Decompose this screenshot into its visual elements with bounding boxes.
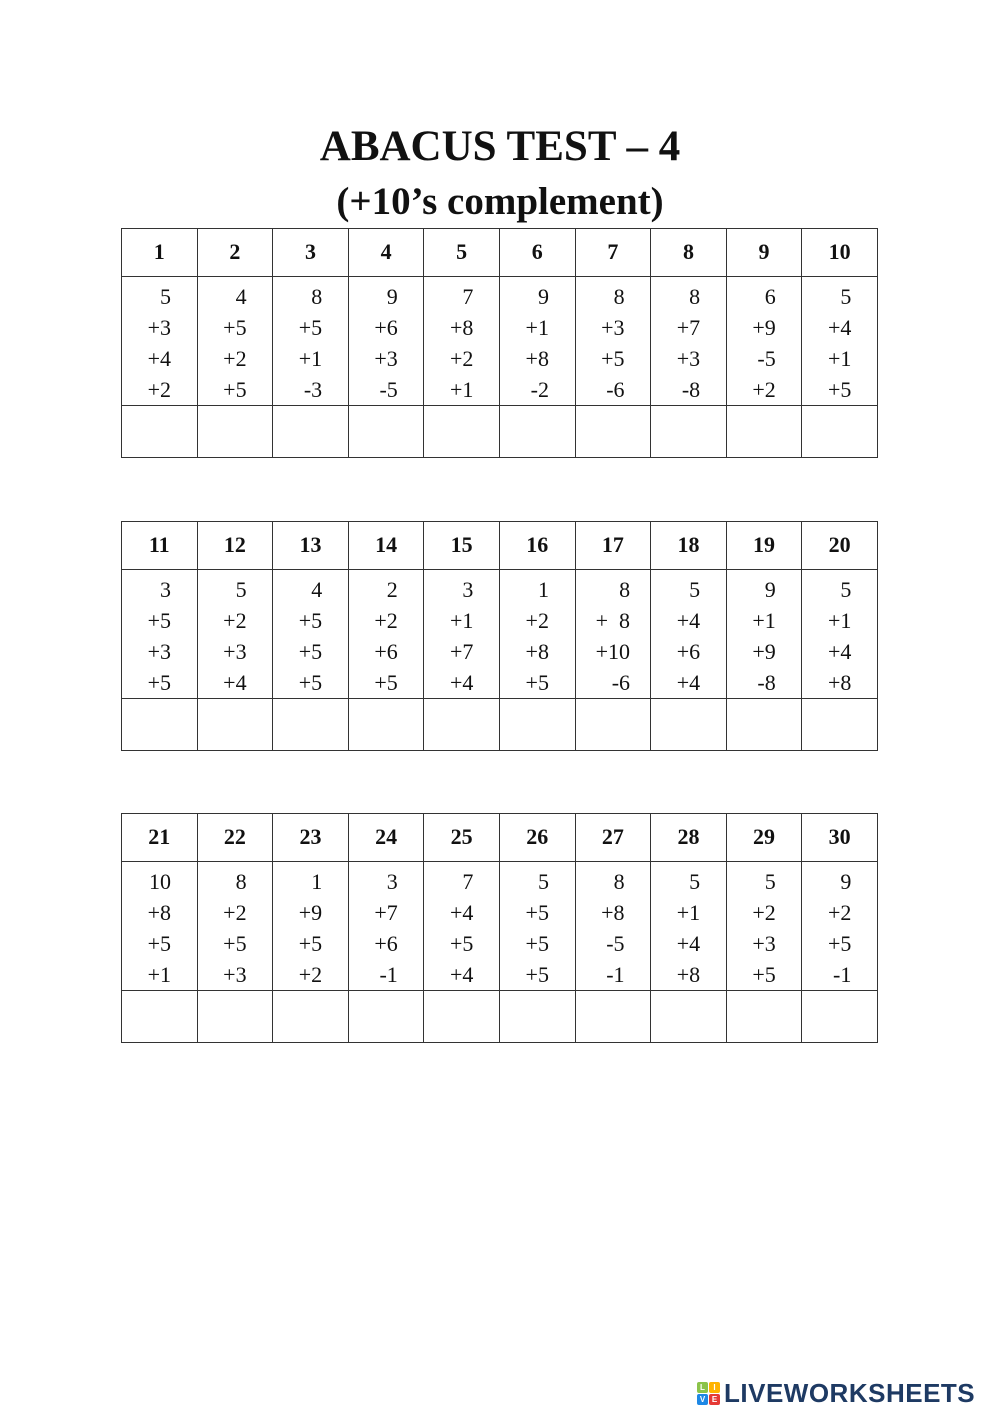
answer-input[interactable] [802,405,881,458]
problem-numbers [677,866,700,990]
problem-cell [499,277,575,406]
problem-line: +7 [449,639,474,664]
problem-line: 5 [840,284,852,309]
problem-line: 1 [311,869,323,894]
problem-line: +8 [827,670,852,695]
problem-line: 2 [386,577,398,602]
problem-line: 10 [149,869,171,894]
problem-numbers [752,574,775,698]
answer-cell[interactable] [575,406,651,458]
problem-table [121,813,878,1043]
problem-cell [348,277,424,406]
problem-cell [122,570,198,699]
answer-row [122,699,878,751]
problem-line: -6 [606,377,625,402]
problem-line: 4 [311,577,323,602]
answer-input[interactable] [122,990,201,1043]
problem-line: +2 [298,962,323,987]
answer-cell[interactable] [802,699,878,751]
problem-line: +2 [147,377,171,402]
answer-cell[interactable] [499,991,575,1043]
answer-cell[interactable] [348,991,424,1043]
answer-cell[interactable] [122,991,198,1043]
logo-tile: L [697,1382,708,1393]
problem-numbers [828,281,851,405]
answer-input[interactable] [273,990,352,1043]
problem-numbers [828,574,851,698]
problem-table [121,521,878,751]
problem-line: -1 [606,962,625,987]
problem-cell [122,862,198,991]
answer-cell[interactable] [575,699,651,751]
problem-numbers [828,866,851,990]
problem-row [122,862,878,991]
problem-line: +8 [147,900,171,925]
problem-line: 6 [764,284,776,309]
problem-line: + 8 [595,608,631,633]
problem-number: 9 [726,229,802,277]
problem-line: +1 [525,315,549,340]
problem-number: 20 [802,522,878,570]
problem-number-row [122,522,878,570]
problem-numbers [526,574,549,698]
problem-line: +5 [827,931,852,956]
problem-line: +8 [525,639,549,664]
problem-line: 5 [689,577,701,602]
logo-tile: V [697,1394,708,1405]
problem-line: +2 [752,377,776,402]
problem-line: +5 [374,670,398,695]
problem-number: 11 [122,522,198,570]
problem-number: 28 [651,814,727,862]
problem-line: +4 [147,346,171,371]
problem-line: +2 [223,346,247,371]
answer-cell[interactable] [122,699,198,751]
problem-cell [197,862,273,991]
problem-number: 29 [726,814,802,862]
answer-cell[interactable] [726,699,802,751]
answer-input[interactable] [273,698,352,751]
problem-line: -3 [303,377,323,402]
problem-line: +5 [147,931,171,956]
answer-input[interactable] [576,990,655,1043]
problem-line: +4 [449,962,474,987]
problem-number: 6 [499,229,575,277]
problem-line: 7 [462,284,474,309]
problem-line: +5 [298,608,323,633]
problem-row [122,570,878,699]
problem-numbers [374,574,397,698]
problem-number: 8 [651,229,727,277]
answer-cell[interactable] [424,991,500,1043]
problem-line: 3 [386,869,398,894]
liveworksheets-logo [697,1378,975,1409]
answer-cell[interactable] [273,406,349,458]
problem-number: 2 [197,229,273,277]
problem-line: +5 [223,315,247,340]
problem-line: +10 [595,639,631,664]
problem-line: 7 [462,869,474,894]
answer-input[interactable] [802,698,881,751]
problem-line: +1 [449,377,474,402]
problem-line: 5 [235,577,247,602]
problem-number: 10 [802,229,878,277]
problem-line: +8 [601,900,625,925]
problem-number: 7 [575,229,651,277]
problem-line: +5 [298,315,323,340]
page-subtitle: (+10’s complement) [336,180,664,223]
problem-line: 9 [537,284,549,309]
problem-line: +3 [601,315,625,340]
problem-numbers [299,866,322,990]
problem-line: +2 [223,900,247,925]
problem-line: +4 [676,931,701,956]
problem-line: +2 [827,900,852,925]
problem-line: 9 [840,869,852,894]
problem-line: +5 [298,639,323,664]
answer-input[interactable] [122,405,201,458]
answer-input[interactable] [424,405,503,458]
problem-cell [273,570,349,699]
problem-line: +1 [298,346,323,371]
answer-cell[interactable] [348,406,424,458]
problem-line: 3 [462,577,474,602]
problem-numbers [374,281,397,405]
problem-line: +1 [147,962,171,987]
problem-line: 8 [619,577,631,602]
problem-cell [424,862,500,991]
problem-number: 3 [273,229,349,277]
problem-cell [575,570,651,699]
problem-cell [802,570,878,699]
problem-number: 14 [348,522,424,570]
problem-numbers [596,574,630,698]
problem-line: +2 [525,608,549,633]
problem-line: 5 [764,869,776,894]
answer-input[interactable] [349,698,428,751]
answer-input[interactable] [727,405,806,458]
problem-numbers [526,281,549,405]
problem-line: +9 [298,900,323,925]
problem-line: +6 [374,931,398,956]
problem-line: +4 [449,670,474,695]
answer-cell[interactable] [499,406,575,458]
problem-line: 5 [840,577,852,602]
answer-input[interactable] [727,698,806,751]
problem-line: 8 [613,869,625,894]
problem-line: -6 [611,670,631,695]
problem-cell [348,570,424,699]
problem-number: 27 [575,814,651,862]
problem-number: 26 [499,814,575,862]
problem-line: +5 [525,900,549,925]
problem-line: 5 [160,284,171,309]
answer-cell[interactable] [575,991,651,1043]
answer-cell[interactable] [273,699,349,751]
problem-line: +5 [147,608,171,633]
problem-number: 13 [273,522,349,570]
problem-number: 24 [348,814,424,862]
problem-line: +4 [676,670,701,695]
problem-numbers [752,866,775,990]
problem-numbers [601,866,624,990]
problem-line: +1 [827,608,852,633]
problem-line: +8 [525,346,549,371]
problem-cell [802,277,878,406]
answer-input[interactable] [727,990,806,1043]
problem-line: +2 [374,608,398,633]
problem-number: 16 [499,522,575,570]
problem-line: 8 [235,869,247,894]
problem-line: +3 [374,346,398,371]
logo-tile: E [709,1394,720,1405]
logo-tile: I [709,1382,720,1393]
problem-line: +6 [374,315,398,340]
problem-line: +5 [298,670,323,695]
problem-cell [424,570,500,699]
problem-line: +1 [752,608,776,633]
page-title: ABACUS TEST – 4 [319,123,681,170]
problem-line: +3 [752,931,776,956]
answer-cell[interactable] [424,406,500,458]
problem-numbers [223,281,246,405]
problem-numbers [601,281,624,405]
problem-cell [348,862,424,991]
problem-line: 9 [764,577,776,602]
problem-cell [424,277,500,406]
answer-input[interactable] [651,990,730,1043]
problem-numbers [450,866,473,990]
problem-number: 4 [348,229,424,277]
problem-line: +5 [525,962,549,987]
problem-line: +5 [752,962,776,987]
problem-numbers [299,281,322,405]
problem-line: -1 [379,962,398,987]
answer-input[interactable] [576,405,655,458]
problem-numbers [677,281,700,405]
problem-numbers [223,574,246,698]
problem-number: 21 [122,814,198,862]
answer-cell[interactable] [348,699,424,751]
problem-line: -8 [681,377,701,402]
problem-cell [651,862,727,991]
problem-numbers [677,574,700,698]
problem-line: 1 [537,577,549,602]
answer-cell[interactable] [197,406,273,458]
problem-cell [575,277,651,406]
problem-cell [575,862,651,991]
problem-line: +5 [601,346,625,371]
problem-number: 30 [802,814,878,862]
problem-line: +3 [147,315,171,340]
problem-line: 8 [689,284,701,309]
problem-numbers [526,866,549,990]
problem-line: +3 [676,346,701,371]
answer-cell[interactable] [499,699,575,751]
problem-numbers [450,281,473,405]
problem-line: +9 [752,315,776,340]
problem-line: +4 [827,315,852,340]
problem-line: +1 [827,346,852,371]
answer-cell[interactable] [651,991,727,1043]
problem-numbers [752,281,775,405]
problem-line: +1 [449,608,474,633]
problem-number-row [122,814,878,862]
problem-line: 9 [386,284,398,309]
answer-input[interactable] [122,698,201,751]
problem-line: +8 [449,315,474,340]
problem-cell [197,570,273,699]
problem-line: -5 [757,346,776,371]
problem-numbers [148,574,171,698]
answer-cell[interactable] [726,991,802,1043]
problem-line: -8 [757,670,776,695]
problem-line: +5 [827,377,852,402]
problem-line: 8 [613,284,625,309]
problem-line: +7 [676,315,701,340]
problem-line: 8 [311,284,323,309]
answer-input[interactable] [198,405,277,458]
answer-input[interactable] [273,405,352,458]
problem-number: 1 [122,229,198,277]
answer-cell[interactable] [273,991,349,1043]
problem-line: +3 [223,639,247,664]
problem-number: 25 [424,814,500,862]
answer-input[interactable] [198,698,277,751]
problem-line: +5 [525,670,549,695]
problem-line: +3 [223,962,247,987]
answer-input[interactable] [349,990,428,1043]
problem-line: +4 [449,900,474,925]
answer-cell[interactable] [424,699,500,751]
problem-line: +5 [223,377,247,402]
problem-numbers [374,866,397,990]
answer-input[interactable] [651,698,730,751]
problem-cell [651,277,727,406]
problem-line: +6 [676,639,701,664]
problem-cell [726,277,802,406]
problem-cell [273,862,349,991]
problem-line: +3 [147,639,171,664]
problem-number: 19 [726,522,802,570]
answer-cell[interactable] [726,406,802,458]
problem-number-row [122,229,878,277]
answer-cell[interactable] [802,406,878,458]
problem-numbers [450,574,473,698]
problem-numbers [223,866,246,990]
problem-number: 12 [197,522,273,570]
answer-input[interactable] [651,405,730,458]
problem-number: 23 [273,814,349,862]
problem-cell [273,277,349,406]
problem-cell [802,862,878,991]
problem-line: -5 [606,931,625,956]
problem-cell [197,277,273,406]
answer-input[interactable] [424,698,503,751]
problem-number: 15 [424,522,500,570]
answer-row [122,406,878,458]
problem-line: +5 [449,931,474,956]
problem-cell [726,570,802,699]
problem-table [121,228,878,458]
problem-numbers [148,866,171,990]
problem-cell [499,570,575,699]
answer-input[interactable] [576,698,655,751]
answer-cell[interactable] [197,699,273,751]
problem-line: +4 [827,639,852,664]
problem-line: +5 [525,931,549,956]
problem-row [122,277,878,406]
problem-cell [499,862,575,991]
logo-text: LIVEWORKSHEETS [724,1378,976,1408]
problem-line: +1 [676,900,701,925]
problem-cell [726,862,802,991]
problem-line: 4 [235,284,247,309]
problem-line: +4 [676,608,701,633]
answer-cell[interactable] [651,699,727,751]
logo-tiles-icon [697,1382,720,1405]
problem-line: -2 [530,377,549,402]
problem-number: 22 [197,814,273,862]
answer-cell[interactable] [802,991,878,1043]
answer-cell[interactable] [122,406,198,458]
answer-input[interactable] [198,990,277,1043]
problem-line: +8 [676,962,701,987]
problem-line: 3 [160,577,171,602]
problem-line: +5 [298,931,323,956]
answer-input[interactable] [424,990,503,1043]
problem-numbers [299,574,322,698]
problem-line: +9 [752,639,776,664]
problem-line: -5 [379,377,398,402]
problem-line: +6 [374,639,398,664]
answer-input[interactable] [500,990,579,1043]
answer-cell[interactable] [651,406,727,458]
answer-input[interactable] [500,698,579,751]
problem-line: +4 [223,670,247,695]
problem-cell [122,277,198,406]
problem-line: +5 [147,670,171,695]
problem-line: +2 [752,900,776,925]
problem-line: +2 [223,608,247,633]
problem-number: 5 [424,229,500,277]
problem-line: 5 [537,869,549,894]
problem-cell [651,570,727,699]
answer-input[interactable] [500,405,579,458]
problem-line: 5 [689,869,701,894]
problem-number: 17 [575,522,651,570]
problem-number: 18 [651,522,727,570]
answer-input[interactable] [802,990,881,1043]
problem-line: +5 [223,931,247,956]
problem-numbers [148,281,171,405]
answer-input[interactable] [349,405,428,458]
problem-line: +2 [449,346,474,371]
problem-line: -1 [833,962,852,987]
answer-cell[interactable] [197,991,273,1043]
answer-row [122,991,878,1043]
problem-line: +7 [374,900,398,925]
